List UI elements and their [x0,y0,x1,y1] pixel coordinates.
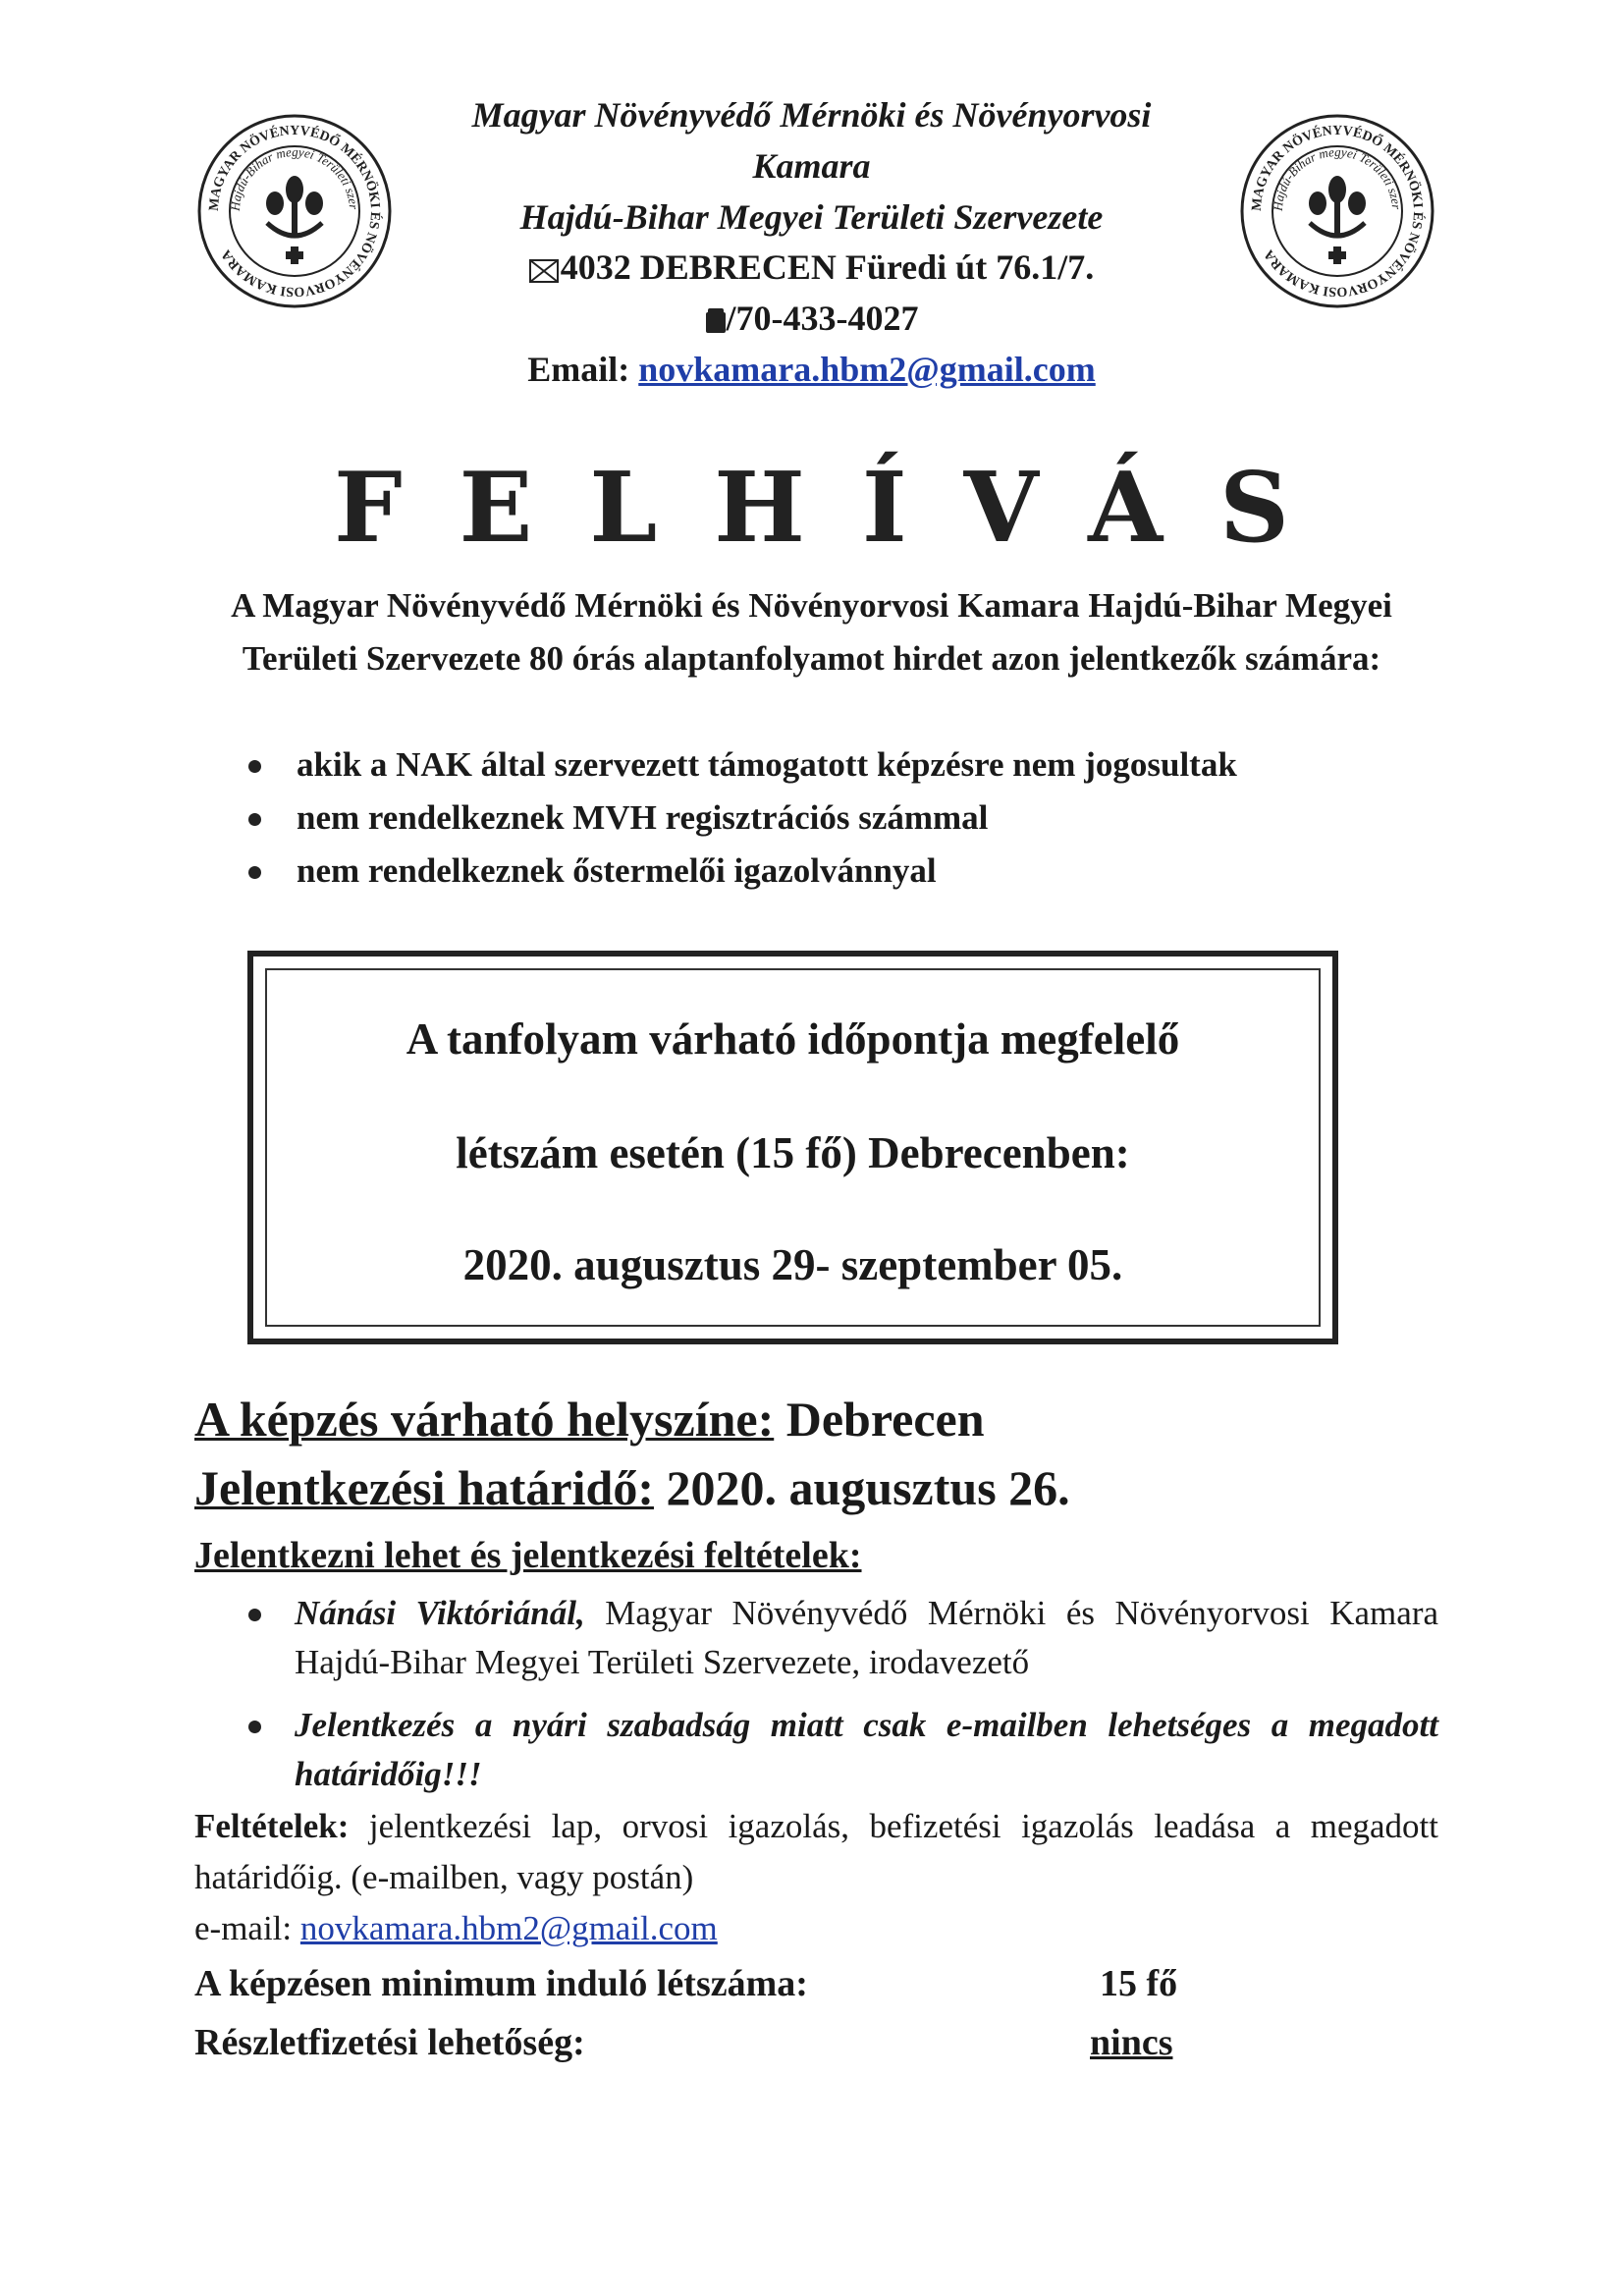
seal-inner-text: Hajdú-Bihar megyei Területi szer [227,143,362,212]
seal-outer-text: MAGYAR NÖVÉNYVÉDŐ MÉRNÖKI ÉS NÖVÉNYORVOSI KAMARA [1249,123,1426,300]
box-line1: A tanfolyam várható időpontja megfelelő [406,1014,1180,1064]
address-line [295,246,1328,292]
email-label: Email: [527,350,630,389]
min-participants-label: A képzésen minimum induló létszáma: [194,1963,808,2004]
seal-inner-text: Hajdú-Bihar megyei Területi szer [1270,143,1405,212]
list-item [245,1701,1438,1799]
conditions-paragraph [194,1801,1438,1903]
course-date-box [247,951,1338,1344]
phone-text: /70-433-4027 [726,299,919,338]
list-item: nem rendelkeznek MVH regisztrációs számmal [241,792,1237,845]
bullet-icon [248,1721,261,1733]
location-line [194,1391,985,1448]
installments-label: Részletfizetési lehetőség: [194,2022,585,2063]
apply-heading: Jelentkezni lehet és jelentkezési feltételek: [194,1535,862,1576]
contact-email-line [194,1903,1438,1954]
address-text: 4032 DEBRECEN Füredi út 76.1/7. [560,247,1095,287]
conditions-label: Feltételek: [194,1807,350,1845]
contact-email-label: e-mail: [194,1909,300,1947]
phone-icon [705,301,727,343]
deadline-line [194,1459,1070,1516]
box-line2: létszám esetén (15 fő) Debrecenben: [456,1128,1130,1177]
installments-value: nincs [1090,2022,1173,2063]
email-link[interactable]: novkamara.hbm2@gmail.com [638,350,1096,389]
email-only-notice: Jelentkezés a nyári szabadság miatt csak e-mailben lehetséges a megadott határidőig!!! [295,1706,1438,1793]
org-name-line3: Hajdú-Bihar Megyei Területi Szervezete [519,197,1104,237]
list-item: nem rendelkeznek őstermelői igazolvánnyal [241,845,1237,898]
bullet-icon [248,1609,261,1621]
intro-paragraph: A Magyar Növényvédő Mérnöki és Növényorvosi Kamara Hajdú-Bihar Megyei Területi Szervezete 80 órás alaptanfolyamot hirdet azon jelentkezők számára: [231,586,1392,678]
org-name-line1: Magyar Növényvédő Mérnöki és Növényorvosi [471,95,1152,135]
deadline-label: Jelentkezési határidő: [194,1460,654,1515]
seal-outer-text: MAGYAR NÖVÉNYVÉDŐ MÉRNÖKI ÉS NÖVÉNYORVOSI KAMARA [206,123,383,300]
contact-email-link[interactable]: novkamara.hbm2@gmail.com [299,1909,718,1947]
deadline-value: 2020. augusztus 26. [653,1460,1070,1515]
contact-name: Nánási Viktóriánál, [295,1594,585,1632]
bullet-icon [248,866,261,879]
bullet-icon [248,760,261,773]
min-participants-value: 15 fő [1100,1963,1178,2004]
conditions-text: jelentkezési lap, orvosi igazolás, befizetési igazolás leadása a megadott határidőig. (e-mailben, vagy postán) [194,1807,1438,1896]
email-line [295,349,1328,390]
list-item [245,1589,1438,1687]
phone-line [295,298,1328,343]
location-value: Debrecen [774,1392,985,1447]
contact-detail: Magyar Növényvédő Mérnöki és Növényorvosi Kamara Hajdú-Bihar Megyei Területi Szervezete, irodavezető [295,1594,1439,1681]
location-label: A képzés várható helyszíne: [194,1392,775,1447]
box-line3: 2020. augusztus 29- szeptember 05. [462,1240,1123,1289]
envelope-icon [529,250,559,292]
apply-list [245,1589,1438,1799]
bullet-icon [248,813,261,826]
page-title: FELHÍVÁS [334,452,1346,565]
criteria-list [241,738,1237,898]
list-item: akik a NAK által szervezett támogatott képzésre nem jogosultak [241,738,1237,792]
org-name-line2: Kamara [752,146,871,186]
